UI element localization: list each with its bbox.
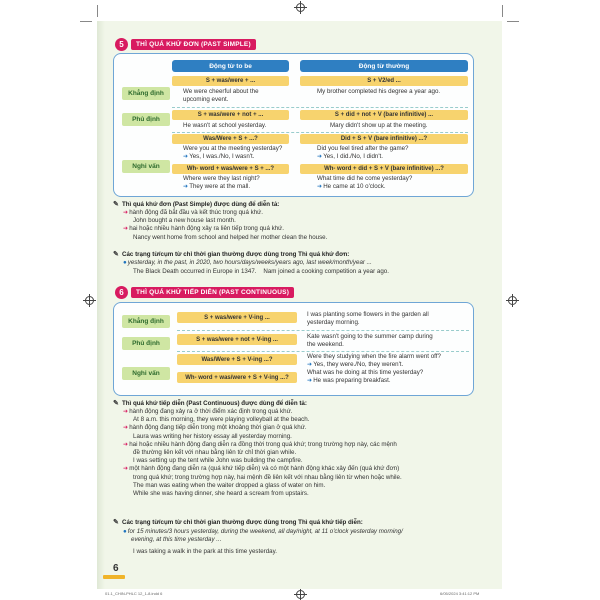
usage-heading: ✎ Thì quá khứ đơn (Past Simple) được dùng để diễn tả: [113,201,280,208]
page-edge [97,21,105,589]
signal-examples: The Black Death occurred in Europe in 1347. Nam joined a cooking competition a year ago. [133,268,389,275]
page-number: 6 [113,563,119,574]
section-title: THÌ QUÁ KHỨ ĐƠN (PAST SIMPLE) [131,39,256,50]
divider [177,330,469,331]
section-5-header [115,38,256,51]
col-head-tobe: Động từ to be [172,60,289,72]
example-neg: Kate wasn't going to the summer camp during the weekend. [307,333,433,348]
row-label-negative: Phủ định [122,337,170,350]
bullet-icon: ● [123,259,127,266]
pencil-icon: ✎ [113,400,119,407]
footer-file: 01.1_CHIN-PHLC 12_1-8.indd 6 [105,591,163,596]
answer-arrow-icon: ➜ [183,183,189,190]
signal-words: ●yesterday, in the past, in 2020, two hours/days/weeks/years ago, last week/month/year ... [123,259,372,266]
example-neg-tobe: He wasn't at school yesterday. [183,122,267,129]
registration-mark-top [296,3,305,12]
pencil-icon: ✎ [113,201,119,208]
answer-arrow-icon: ➜ [317,153,323,160]
signal-example: I was taking a walk in the park at this time yesterday. [133,548,277,555]
arrow-icon: ➜ [123,209,129,216]
formula-wh-tobe: Wh- word + was/were + S + ...? [172,164,289,174]
example-aff-regular: My brother completed his degree a year ago. [317,88,441,95]
crop-mark [80,21,92,22]
crop-mark [97,5,98,17]
divider [172,132,468,133]
formula-neg: S + was/were + not + V-ing ... [177,334,297,345]
formula-neg-regular: S + did + not + V (bare infinitive) ... [300,110,468,120]
page-number-bar [103,575,125,579]
arrow-icon: ➜ [123,408,129,415]
arrow-icon: ➜ [123,225,129,233]
crop-mark [507,21,519,22]
row-label-affirmative: Khẳng định [122,315,170,328]
answer-arrow-icon: ➜ [183,153,189,160]
example-neg-regular: Mary didn't show up at the meeting. [330,122,428,129]
section-6-header [115,286,294,299]
section-number-badge: 6 [115,286,128,299]
signal-heading: ✎ Các trạng từ/cụm từ chỉ thời gian thường được dùng trong Thì quá khứ đơn: [113,251,350,258]
formula-wh: Wh- word + was/were + S + V-ing ...? [177,372,297,383]
formula-neg-tobe: S + was/were + not + ... [172,110,289,120]
row-label-affirmative: Khẳng định [122,87,170,100]
answer-arrow-icon: ➜ [307,377,313,384]
row-label-question: Nghi vấn [122,367,170,380]
formula-aff-tobe: S + was/were + ... [172,76,289,86]
signal-heading: ✎ Các trạng từ/cụm từ chỉ thời gian thường được dùng trong Thì quá khứ tiếp diễn: [113,519,363,526]
example-wh-regular: What time did he come yesterday? ➜He came at 10 o'clock. [317,175,413,190]
example-aff: I was planting some flowers in the garden all yesterday morning. [307,311,429,326]
usage-heading: ✎ Thì quá khứ tiếp diễn (Past Continuous) được dùng để diễn tả: [113,400,307,407]
example-question: Were they studying when the fire alarm went off? ➜Yes, they were./No, they weren't. What was he doing at this time yesterday? ➜He was preparing breakfast. [307,353,441,384]
arrow-icon: ➜ [123,440,129,448]
usage-list: ➜hành động đang xảy ra ở thời điểm xác định trong quá khứ. At 8 a.m. this morning, they were playing volleyball at the beach. ➜hành động đang tiếp diễn trong một khoảng thời gian ở quá khứ. Laura was writing her history essay all yesterday morning. ➜hai hoặc nhiều hành động đang diễn ra đồng thời trong quá khứ; trong trường hợp này, các mệnh đề thường liên kết với nhau bằng liên từ chỉ thời gian while. I was setting up the tent while John was building the campfire. ➜một hành động đang diễn ra (quá khứ tiếp diễn) và có một hành động khác xảy đến (quá khứ đơn) trong quá khứ; trong trường hợp này, hai mệnh đề liên kết với nhau bằng liên từ when hoặc while. The man was eating when the waiter dropped a glass of water on him. While she was having dinner, she heard a scream from upstairs. [123,408,402,498]
col-head-regular: Động từ thường [300,60,468,72]
formula-q-regular: Did + S + V (bare infinitive) ...? [300,134,468,144]
arrow-icon: ➜ [123,424,129,432]
formula-wh-regular: Wh- word + did + S + V (bare infinitive) ...? [300,164,468,174]
formula-q-tobe: Was/Were + S + ...? [172,134,289,144]
example-q-tobe: Were you at the meeting yesterday? ➜Yes, I was./No, I wasn't. [183,145,283,160]
section-title: THÌ QUÁ KHỨ TIẾP DIỄN (PAST CONTINUOUS) [131,287,294,298]
answer-arrow-icon: ➜ [317,183,323,190]
row-label-question: Nghi vấn [122,160,170,173]
arrow-icon: ➜ [123,465,129,473]
crop-mark [502,5,503,17]
example-aff-tobe: We were cheerful about the upcoming event. [183,88,259,103]
example-wh-tobe: Where were they last night? ➜They were at the mall. [183,175,260,190]
signal-words: ●for 15 minutes/3 hours yesterday, during the weekend, all day/night, at 11 o'clock yesterday morning/ evening, at this time yesterday ... [123,528,403,544]
bullet-icon: ● [123,528,127,535]
registration-mark-right [508,296,517,305]
pencil-icon: ✎ [113,251,119,258]
registration-mark-bottom [296,590,305,599]
footer-date: 6/05/2024 3:41:12 PM [440,591,480,596]
row-label-negative: Phủ định [122,113,170,126]
divider [172,107,468,108]
formula-q: Was/Were + S + V-ing ...? [177,354,297,365]
pencil-icon: ✎ [113,519,119,526]
registration-mark-left [85,296,94,305]
formula-aff: S + was/were + V-ing ... [177,312,297,323]
formula-aff-regular: S + V2/ed ... [300,76,468,86]
divider [177,351,469,352]
usage-list: ➜hành động đã bắt đầu và kết thúc trong quá khứ. John bought a new house last month. ➜hai hoặc nhiều hành động xảy ra liên tiếp trong quá khứ. Nancy went home from school and helped her mother clean the house. [123,209,328,241]
answer-arrow-icon: ➜ [307,361,313,368]
example-q-regular: Did you feel tired after the game? ➜Yes, I did./No, I didn't. [317,145,409,160]
section-number-badge: 5 [115,38,128,51]
